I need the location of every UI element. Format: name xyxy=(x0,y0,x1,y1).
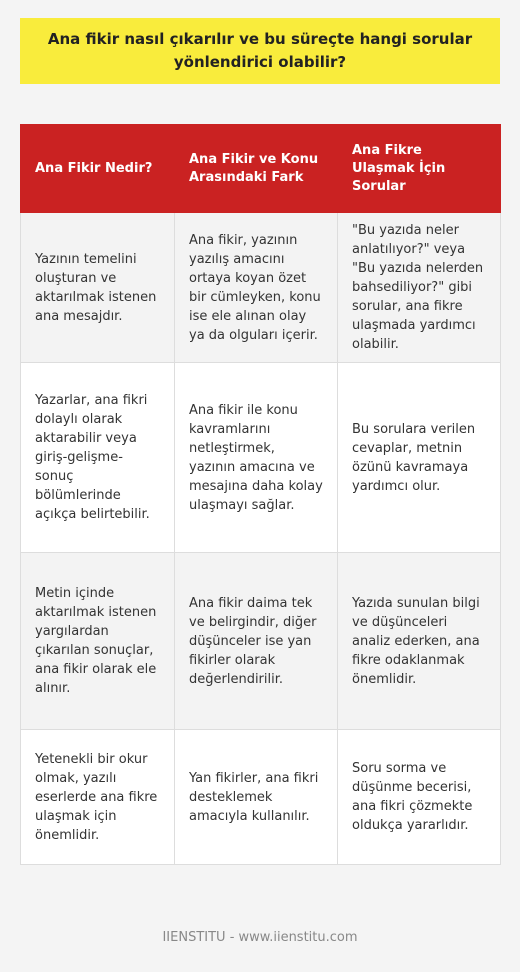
table-cell: Soru sorma ve düşünme becerisi, ana fikri çözmekte oldukça yararlıdır. xyxy=(338,730,501,865)
info-table xyxy=(20,124,501,865)
table-row xyxy=(21,553,501,730)
table-row xyxy=(21,213,501,363)
page-title: Ana fikir nasıl çıkarılır ve bu süreçte hangi sorular yönlendirici olabilir? xyxy=(47,30,473,71)
table-cell: Yazıda sunulan bilgi ve düşünceleri analiz ederken, ana fikre odaklanmak önemlidir. xyxy=(338,553,501,730)
title-banner xyxy=(20,18,500,84)
table-cell: Yetenekli bir okur olmak, yazılı eserlerde ana fikre ulaşmak için önemlidir. xyxy=(21,730,175,865)
table-cell: Ana fikir ile konu kavramlarını netleştirmek, yazının amacına ve mesajına daha kolay ulaşmayı sağlar. xyxy=(175,363,338,553)
column-header: Ana Fikir ve Konu Arasındaki Fark xyxy=(175,125,338,213)
table-row xyxy=(21,363,501,553)
table-cell: Yan fikirler, ana fikri desteklemek amacıyla kullanılır. xyxy=(175,730,338,865)
column-header: Ana Fikir Nedir? xyxy=(21,125,175,213)
table-cell: "Bu yazıda neler anlatılıyor?" veya "Bu yazıda nelerden bahsediliyor?" gibi sorular, ana fikre ulaşmada yardımcı olabilir. xyxy=(338,213,501,363)
table-cell: Bu sorulara verilen cevaplar, metnin özünü kavramaya yardımcı olur. xyxy=(338,363,501,553)
table-cell: Metin içinde aktarılmak istenen yargılardan çıkarılan sonuçlar, ana fikir olarak ele alınır. xyxy=(21,553,175,730)
table-cell: Yazarlar, ana fikri dolaylı olarak aktarabilir veya giriş-gelişme-sonuç bölümlerinde açıkça belirtebilir. xyxy=(21,363,175,553)
table-cell: Yazının temelini oluşturan ve aktarılmak istenen ana mesajdır. xyxy=(21,213,175,363)
column-header: Ana Fikre Ulaşmak İçin Sorular xyxy=(338,125,501,213)
table-header-row xyxy=(21,125,501,213)
table-cell: Ana fikir daima tek ve belirgindir, diğer düşünceler ise yan fikirler olarak değerlendirilir. xyxy=(175,553,338,730)
table-cell: Ana fikir, yazının yazılış amacını ortaya koyan özet bir cümleyken, konu ise ele alınan olay ya da olguları içerir. xyxy=(175,213,338,363)
table-row xyxy=(21,730,501,865)
footer-credit: IIENSTITU - www.iienstitu.com xyxy=(162,930,358,945)
